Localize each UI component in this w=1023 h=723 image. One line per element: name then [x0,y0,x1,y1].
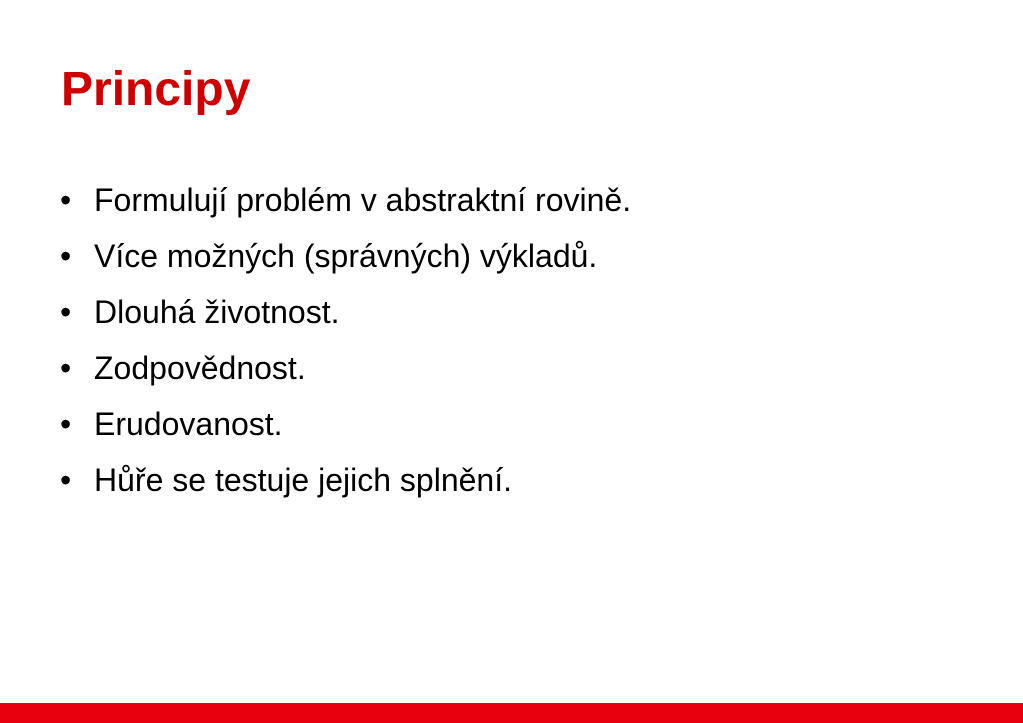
bullet-item [60,340,631,396]
bullet-dot-icon: • [60,350,72,386]
bullet-text: Hůře se testuje jejich splnění. [94,462,512,498]
bullet-dot-icon: • [60,182,72,218]
bullet-item [60,452,631,508]
bullet-dot-icon: • [60,238,72,274]
bullet-text: Více možných (správných) výkladů. [94,238,598,274]
bullet-text: Erudovanost. [94,406,283,442]
bullet-item [60,284,631,340]
bullet-item [60,228,631,284]
bullet-text: Dlouhá životnost. [94,294,340,330]
slide-title: Principy [61,63,251,116]
bullet-text: Formulují problém v abstraktní rovině. [94,182,632,218]
bullet-dot-icon: • [60,294,72,330]
bullet-dot-icon: • [60,406,72,442]
footer-bar [0,703,1023,723]
bullet-text: Zodpovědnost. [94,350,306,386]
bullet-item [60,396,631,452]
bullet-dot-icon: • [60,462,72,498]
bullet-item [60,172,631,228]
bullet-list [60,172,631,508]
